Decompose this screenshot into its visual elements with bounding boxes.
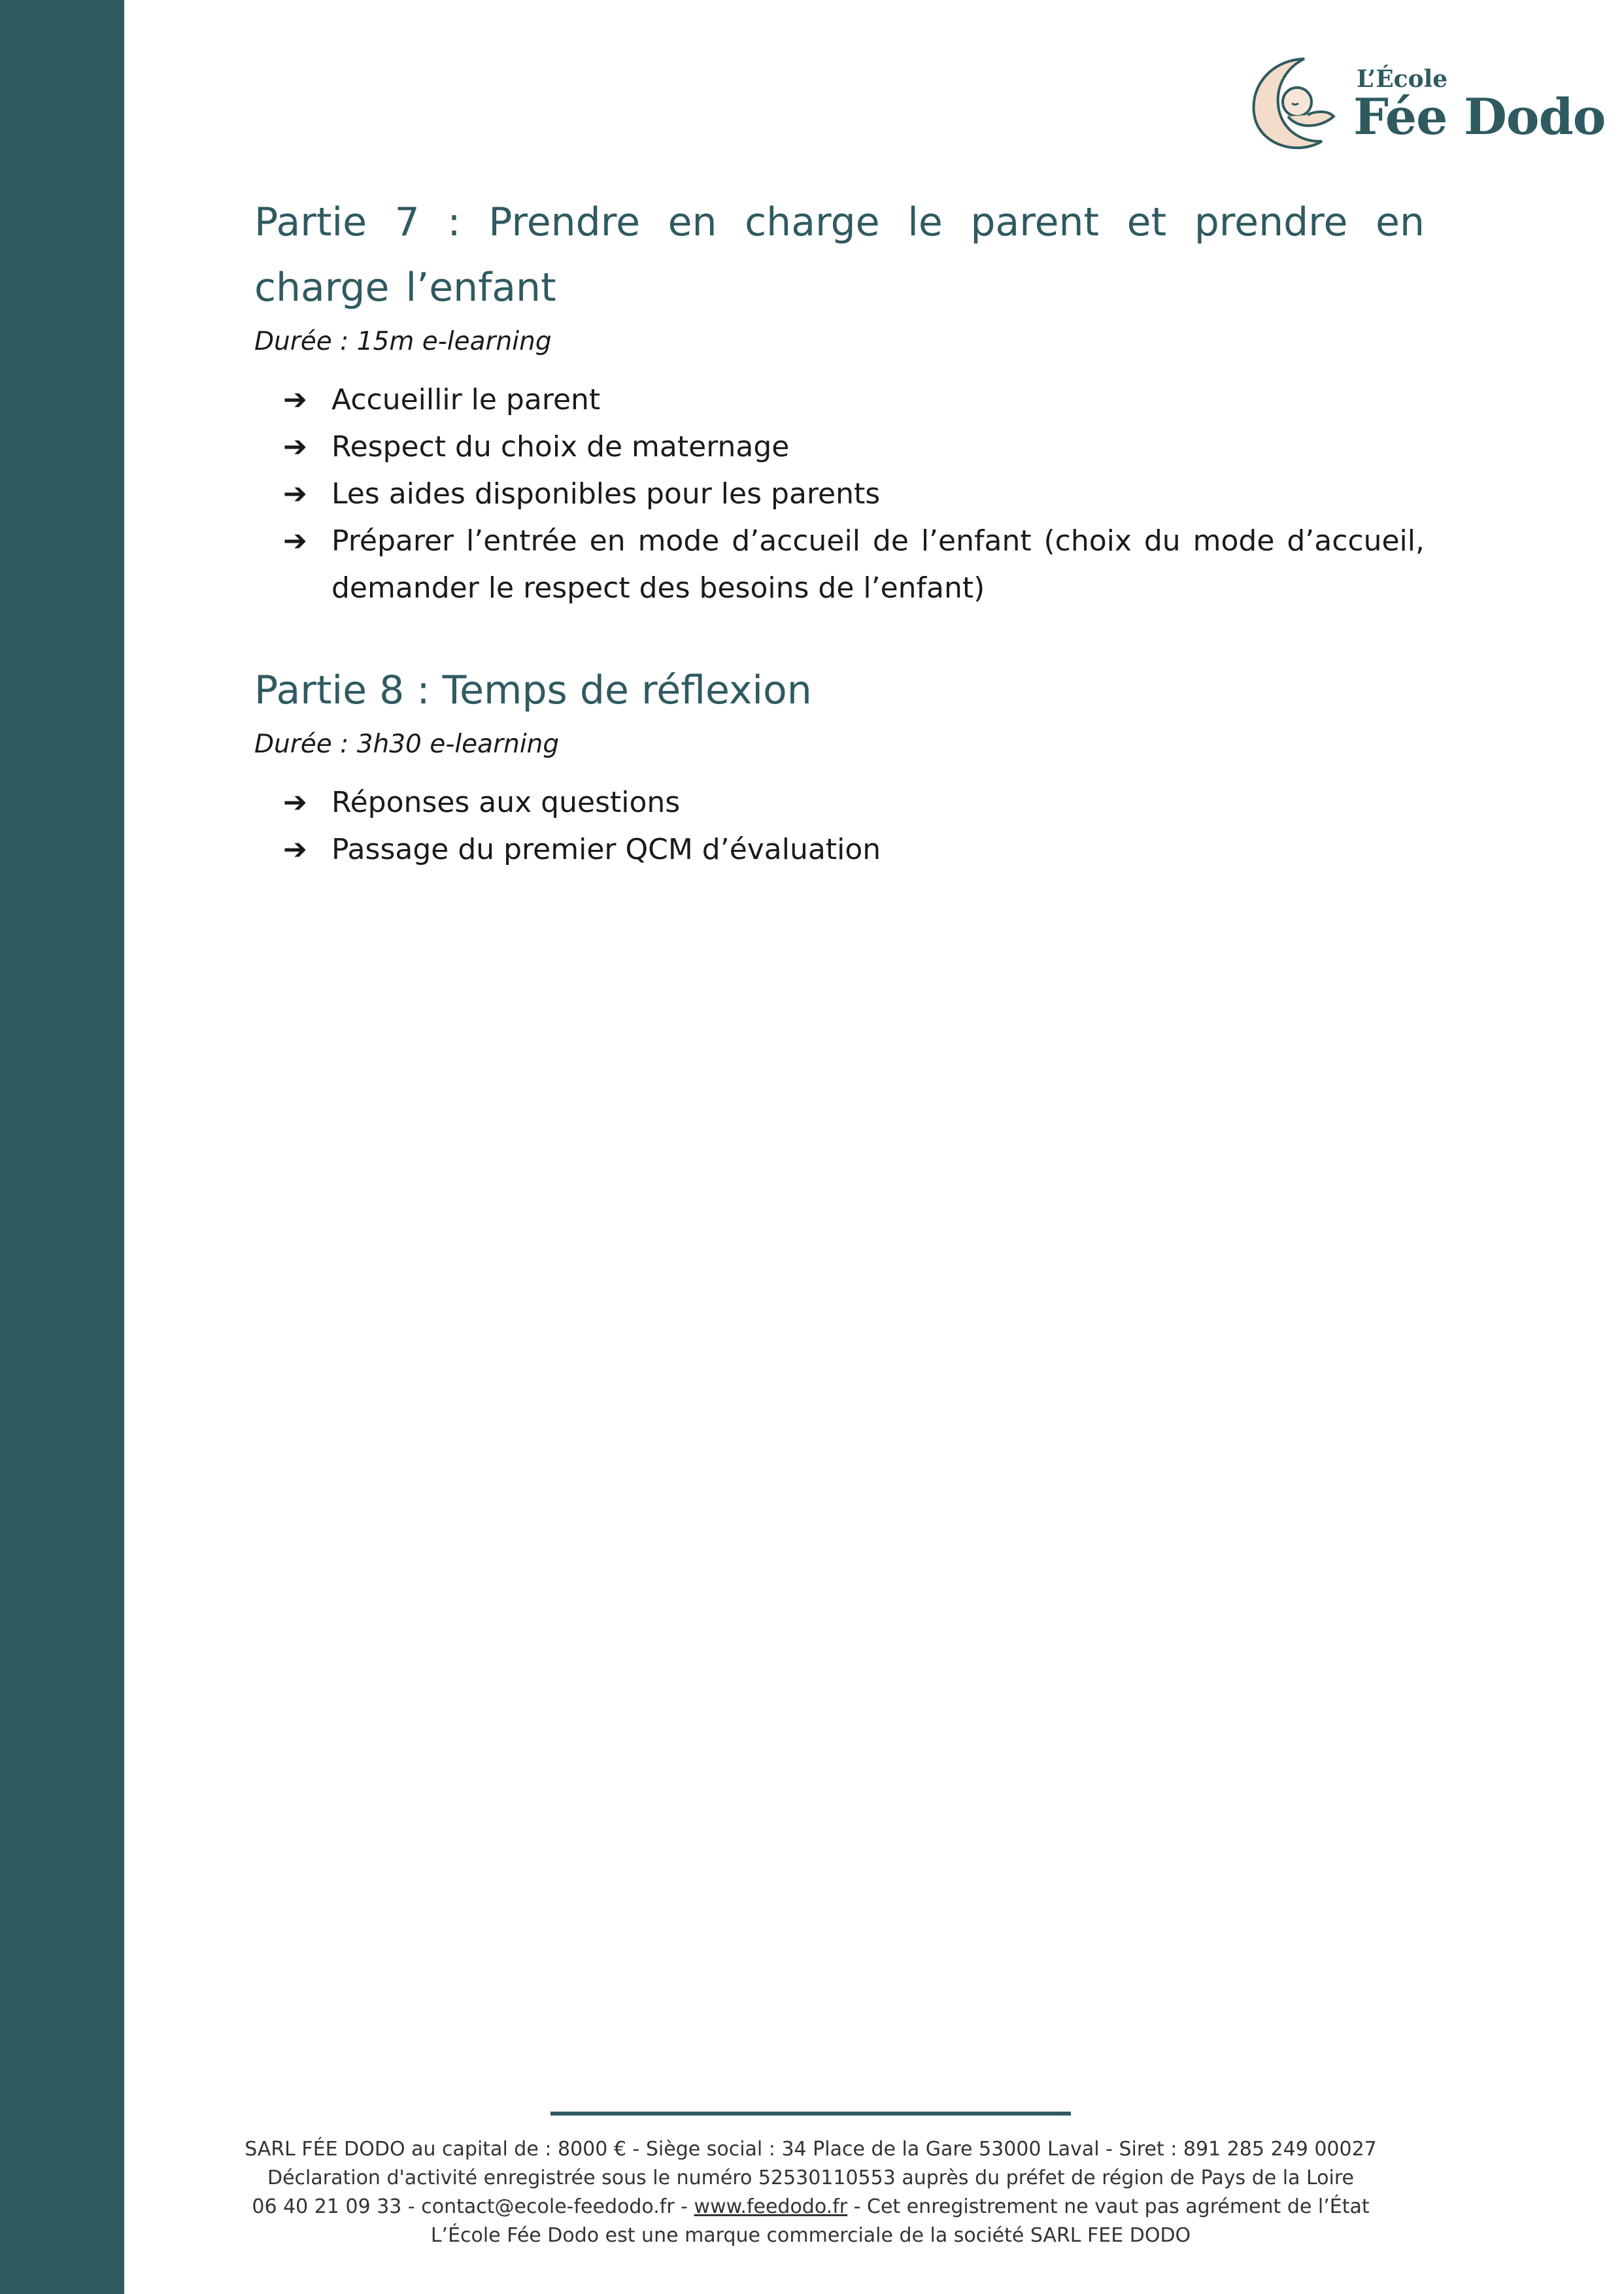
duration-line [254,326,1425,358]
list-item-text: Passage du premier QCM d’évaluation [331,833,881,866]
list-item [254,826,1425,873]
section-title: Partie 8 : Temps de réflexion [254,667,812,713]
list-item-text: Accueillir le parent [331,383,601,416]
list-item [254,471,1425,518]
duration-label: Durée [254,327,332,356]
arrow-icon: ➔ [283,786,307,819]
document-content [254,190,1425,873]
section-partie-8 [254,658,1425,873]
footer [196,2135,1425,2250]
arrow-icon: ➔ [283,383,307,416]
arrow-icon: ➔ [283,477,307,511]
duration-line [254,728,1425,761]
section-spacer [254,612,1425,658]
footer-line-3 [196,2193,1425,2221]
arrow-icon: ➔ [283,833,307,866]
brand-big-text: Fée Dodo [1353,88,1606,146]
topic-list [254,377,1425,612]
website-link[interactable]: www.feedodo.fr [694,2195,848,2218]
footer-divider [550,2112,1071,2116]
list-item-text: Préparer l’entrée en mode d’accueil de l’enfant (choix du mode d’accueil, demander le respect des besoins de l’enfant) [331,524,1425,605]
topic-list [254,779,1425,873]
section-partie-7 [254,190,1425,612]
left-sidebar-band [0,0,124,2294]
list-item [254,377,1425,424]
footer-line-4: L’École Fée Dodo est une marque commerciale de la société SARL FEE DODO [430,2224,1191,2247]
arrow-icon: ➔ [283,430,307,464]
list-item-text: Réponses aux questions [331,786,681,819]
list-item-text: Respect du choix de maternage [331,430,790,464]
footer-line-2: Déclaration d'activité enregistrée sous le numéro 52530110553 auprès du préfet de région de Pays de la Loire [267,2167,1354,2189]
list-item [254,779,1425,826]
footer-line-1: SARL FÉE DODO au capital de : 8000 € - Siège social : 34 Place de la Gare 53000 Laval - Siret : 891 285 249 00027 [245,2138,1377,2161]
footer-notice: - Cet enregistrement ne vaut pas agrément de l’État [847,2195,1370,2218]
list-item [254,518,1425,612]
brand-logo [1242,51,1606,156]
list-item [254,424,1425,471]
moon-baby-icon [1242,51,1347,156]
duration-value: : 15m e-learning [331,327,552,356]
arrow-icon: ➔ [283,524,307,558]
list-item-text: Les aides disponibles pour les parents [331,477,881,511]
duration-label: Durée [254,730,332,759]
footer-contact: 06 40 21 09 33 - contact@ecole-feedodo.fr - [252,2195,694,2218]
section-title: Partie 7 : Prendre en charge le parent et prendre en charge l’enfant [254,199,1425,311]
duration-value: : 3h30 e-learning [331,730,560,759]
brand-small-text: L’École [1357,65,1448,93]
